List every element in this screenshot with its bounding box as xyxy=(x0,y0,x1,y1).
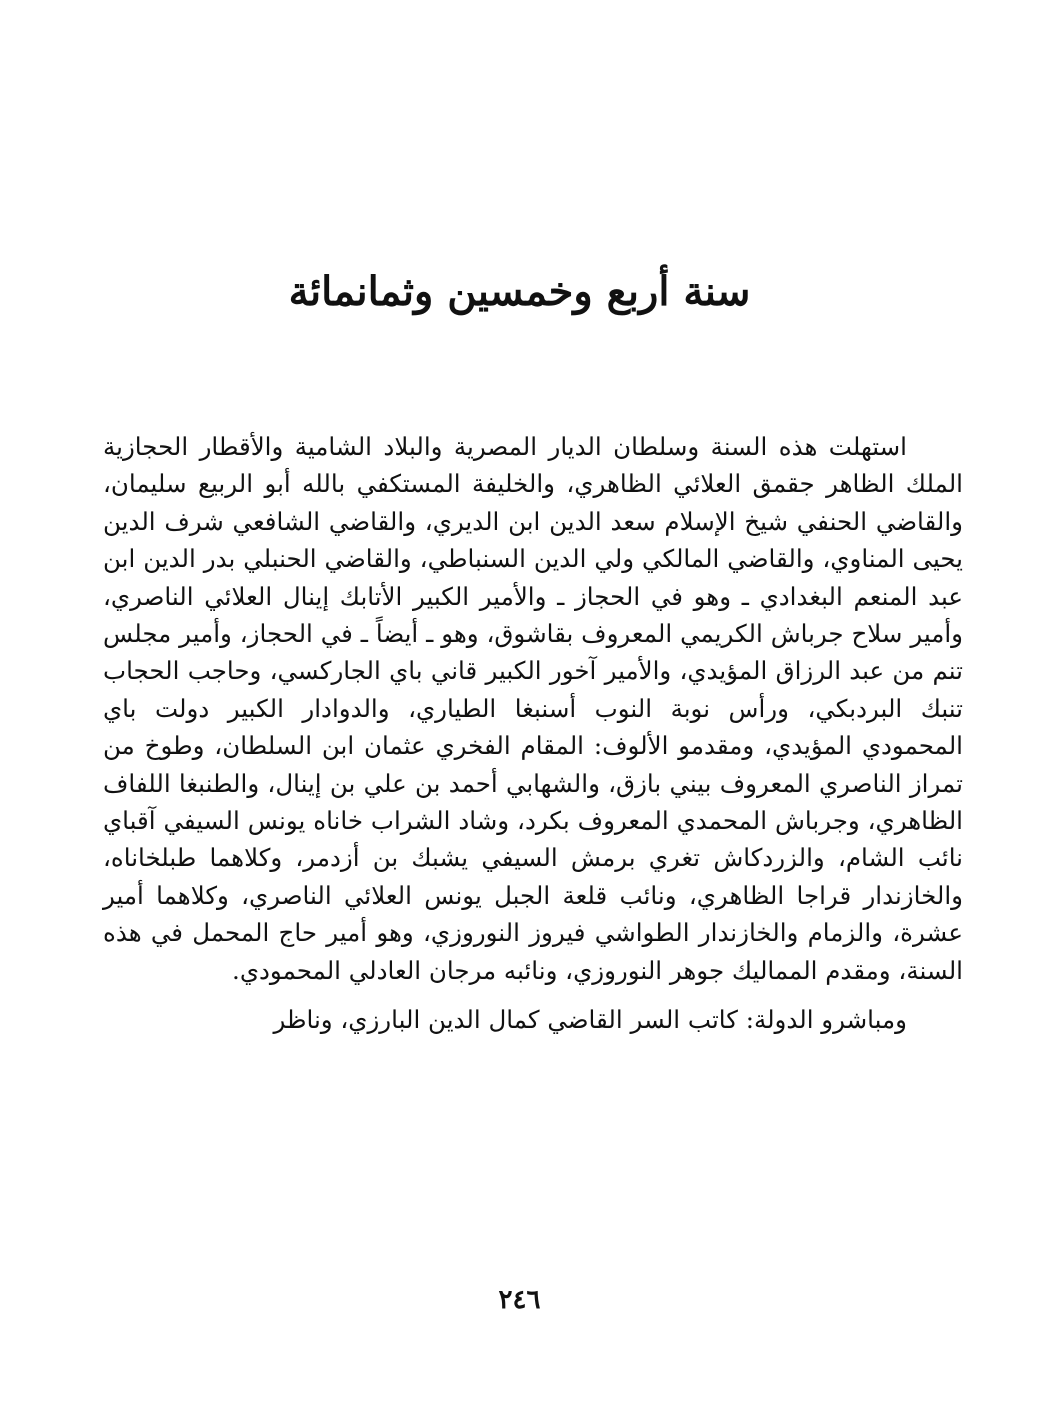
page-number: ٢٤٦ xyxy=(498,1285,541,1315)
chapter-title: سنة أربع وخمسين وثمانمائة xyxy=(288,268,751,315)
paragraph-officials: ومباشرو الدولة: كاتب السر القاضي كمال الدين البارزي، وناظر xyxy=(273,1005,907,1035)
body-text xyxy=(103,428,963,1039)
paragraph-opening: استهلت هذه السنة وسلطان الديار المصرية والبلاد الشامية والأقطار الحجازية الملك الظاهر جقمق العلائي الظاهري، والخليفة المستكفي بالله أبو الربيع سليمان، والقاضي الحنفي شيخ الإسلام سعد الدين ابن الديري، والقاضي الشافعي شرف الدين يحيى المناوي، والقاضي المالكي ولي الدين السنباطي، والقاضي الحنبلي بدر الدين ابن عبد المنعم البغدادي ـ وهو في الحجاز ـ والأمير الكبير الأتابك إينال العلائي الناصري، وأمير سلاح جرباش الكريمي المعروف بقاشوق، وهو ـ أيضاً ـ في الحجاز، وأمير مجلس تنم من عبد الرزاق المؤيدي، والأمير آخور الكبير قاني باي الجاركسي، وحاجب الحجاب تنبك البردبكي، ورأس نوبة النوب أسنبغا الطياري، والدوادار الكبير دولت باي المحمودي المؤيدي، ومقدمو الألوف: المقام الفخري عثمان ابن السلطان، وطوخ من تمراز الناصري المعروف بيني بازق، والشهابي أحمد بن علي بن إينال، والطنبغا اللفاف الظاهري، وجرباش المحمدي المعروف بكرد، وشاد الشراب خاناه يونس السيفي آقباي نائب الشام، والزردكاش تغري برمش السيفي يشبك بن أزدمر، وكلاهما طبلخاناه، والخازندار قراجا الظاهري، ونائب قلعة الجبل يونس العلائي الناصري، وكلاهما أمير عشرة، والزمام والخازندار الطواشي فيروز النوروزي، وهو أمير حاج المحمل في هذه السنة، ومقدم المماليك جوهر النوروزي، ونائبه مرجان العادلي المحمودي. xyxy=(103,432,963,985)
